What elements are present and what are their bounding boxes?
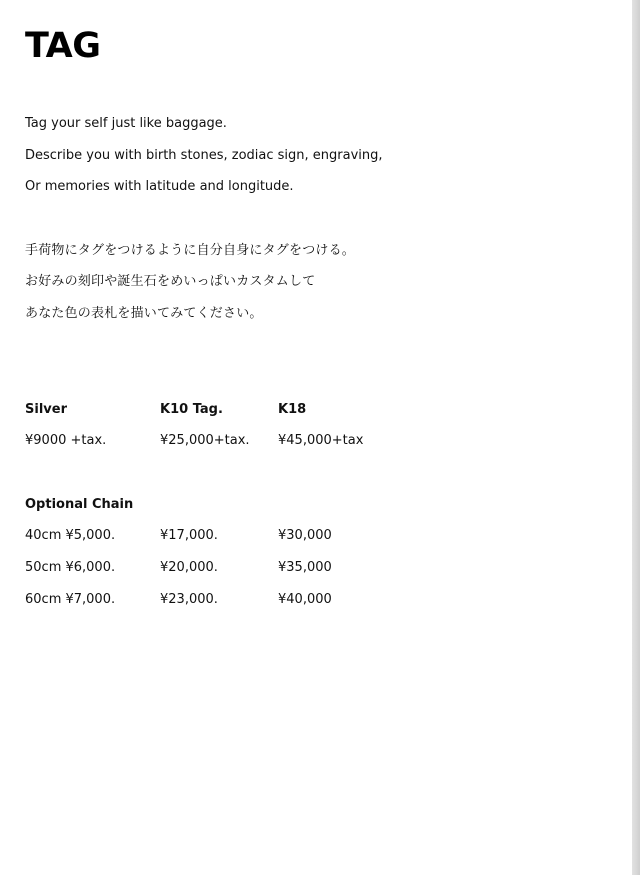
chain-row-2-silver: 50cm ¥6,000.: [25, 560, 116, 575]
intro-jp-line-1: 手荷物にタグをつけるように自分自身にタグをつける。: [25, 243, 356, 258]
page-edge-scrollbar[interactable]: [632, 0, 640, 875]
chain-row-2-k10: ¥20,000.: [160, 560, 218, 575]
intro-en-line-1: Tag your self just like baggage.: [25, 116, 227, 131]
price-value-row: [25, 432, 445, 450]
chain-row-3-silver: 60cm ¥7,000.: [25, 592, 116, 607]
optional-chain-label: Optional Chain: [25, 497, 134, 512]
price-value-k18: ¥45,000+tax: [278, 433, 364, 448]
intro-en-line-2: Describe you with birth stones, zodiac sign, engraving,: [25, 148, 383, 163]
chain-row-3-k18: ¥40,000: [278, 592, 332, 607]
chain-row: [25, 559, 445, 577]
chain-row: [25, 591, 445, 609]
chain-row-3-k10: ¥23,000.: [160, 592, 218, 607]
chain-row: [25, 527, 445, 545]
intro-jp-line-3: あなた色の表札を描いてみてください。: [25, 306, 263, 321]
price-header-k18: K18: [278, 402, 307, 417]
price-header-row: [25, 401, 445, 419]
chain-row-1-k10: ¥17,000.: [160, 528, 218, 543]
chain-row-1-silver: 40cm ¥5,000.: [25, 528, 116, 543]
page-title: TAG: [25, 26, 101, 66]
price-header-silver: Silver: [25, 402, 67, 417]
intro-jp-line-2: お好みの刻印や誕生石をめいっぱいカスタムして: [25, 274, 316, 289]
chain-row-2-k18: ¥35,000: [278, 560, 332, 575]
price-value-silver: ¥9000 +tax.: [25, 433, 107, 448]
price-header-k10: K10 Tag.: [160, 402, 223, 417]
intro-en-line-3: Or memories with latitude and longitude.: [25, 179, 294, 194]
chain-row-1-k18: ¥30,000: [278, 528, 332, 543]
price-value-k10: ¥25,000+tax.: [160, 433, 250, 448]
